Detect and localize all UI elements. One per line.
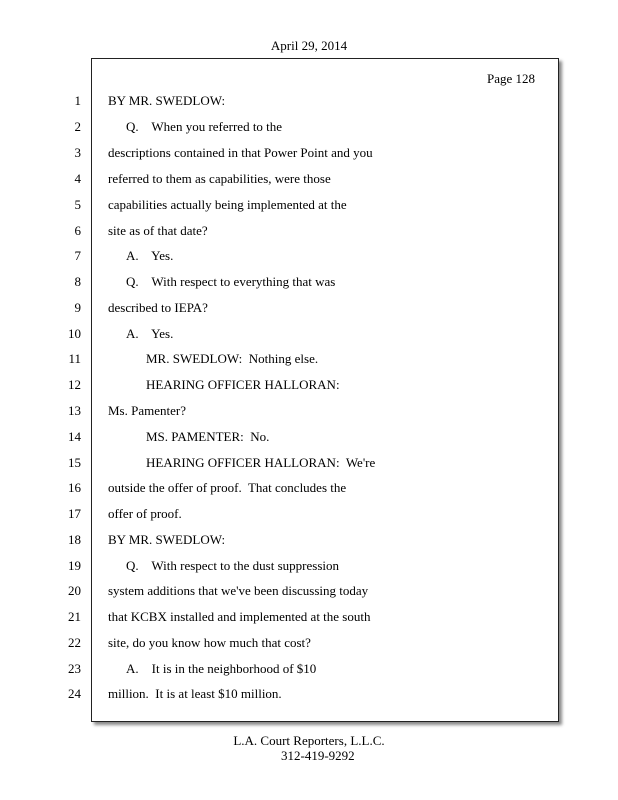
line-text: million. It is at least $10 million.: [108, 686, 282, 701]
line-number: 20: [68, 583, 81, 598]
transcript-line: [0, 454, 618, 472]
line-text: offer of proof.: [108, 506, 182, 521]
transcript-line: [0, 247, 618, 265]
line-text: Q. With respect to everything that was: [126, 274, 336, 289]
transcript-line: [0, 557, 618, 575]
line-text: outside the offer of proof. That concludes the: [108, 480, 347, 495]
transcript-line: [0, 402, 618, 420]
line-text: site as of that date?: [108, 223, 208, 238]
transcript-line: [0, 505, 618, 523]
line-text: Q. When you referred to the: [126, 119, 283, 134]
line-text: Ms. Pamenter?: [108, 403, 186, 418]
line-text: BY MR. SWEDLOW:: [108, 532, 226, 547]
transcript-line: [0, 608, 618, 626]
line-text: referred to them as capabilities, were those: [108, 171, 331, 186]
line-number: 16: [68, 480, 81, 495]
line-number: 24: [68, 686, 81, 701]
line-number: 15: [68, 455, 81, 470]
line-text: that KCBX installed and implemented at the south: [108, 609, 371, 624]
transcript-line: [0, 376, 618, 394]
line-number: 21: [68, 609, 81, 624]
transcript-line: [0, 222, 618, 240]
line-number: 7: [74, 248, 81, 263]
transcript-line: [0, 428, 618, 446]
line-number: 4: [74, 171, 81, 186]
line-number: 9: [74, 300, 81, 315]
transcript-line: [0, 170, 618, 188]
transcript-line: [0, 325, 618, 343]
transcript-line: [0, 144, 618, 162]
line-number: 1: [74, 93, 81, 108]
line-number: 13: [68, 403, 81, 418]
transcript-line: [0, 273, 618, 291]
footer-company: L.A. Court Reporters, L.L.C.: [233, 733, 385, 748]
line-text: Q. With respect to the dust suppression: [126, 558, 339, 573]
line-number: 3: [74, 145, 81, 160]
transcript-line: [0, 531, 618, 549]
footer-phone: 312-419-9292: [281, 748, 355, 763]
transcript-line: [0, 685, 618, 703]
line-text: described to IEPA?: [108, 300, 208, 315]
line-text: capabilities actually being implemented at the: [108, 197, 347, 212]
line-number: 22: [68, 635, 81, 650]
line-text: descriptions contained in that Power Point and you: [108, 145, 373, 160]
line-text: A. It is in the neighborhood of $10: [126, 661, 317, 676]
line-number: 18: [68, 532, 81, 547]
line-text: MS. PAMENTER: No.: [146, 429, 270, 444]
transcript-line: [0, 196, 618, 214]
line-text: BY MR. SWEDLOW:: [108, 93, 226, 108]
line-text: HEARING OFFICER HALLORAN:: [146, 377, 340, 392]
line-text: MR. SWEDLOW: Nothing else.: [146, 351, 319, 366]
line-text: A. Yes.: [126, 248, 174, 263]
line-text: system additions that we've been discussing today: [108, 583, 369, 598]
line-number: 5: [74, 197, 81, 212]
line-text: site, do you know how much that cost?: [108, 635, 311, 650]
transcript-line: [0, 350, 618, 368]
transcript-line: [0, 634, 618, 652]
transcript-line: [0, 582, 618, 600]
transcript-line: [0, 118, 618, 136]
line-number: 17: [68, 506, 81, 521]
transcript-line: [0, 299, 618, 317]
line-number: 10: [68, 326, 81, 341]
line-number: 11: [68, 351, 81, 366]
line-number: 19: [68, 558, 81, 573]
transcript-line: [0, 660, 618, 678]
line-number: 2: [74, 119, 81, 134]
line-text: A. Yes.: [126, 326, 174, 341]
line-number: 8: [74, 274, 81, 289]
line-number: 12: [68, 377, 81, 392]
line-text: HEARING OFFICER HALLORAN: We're: [146, 455, 376, 470]
line-number: 23: [68, 661, 81, 676]
transcript-line: [0, 92, 618, 110]
transcript-date: April 29, 2014: [270, 38, 348, 53]
line-number: 14: [68, 429, 81, 444]
line-number: 6: [74, 223, 81, 238]
page-number: Page 128: [487, 71, 536, 86]
transcript-line: [0, 479, 618, 497]
